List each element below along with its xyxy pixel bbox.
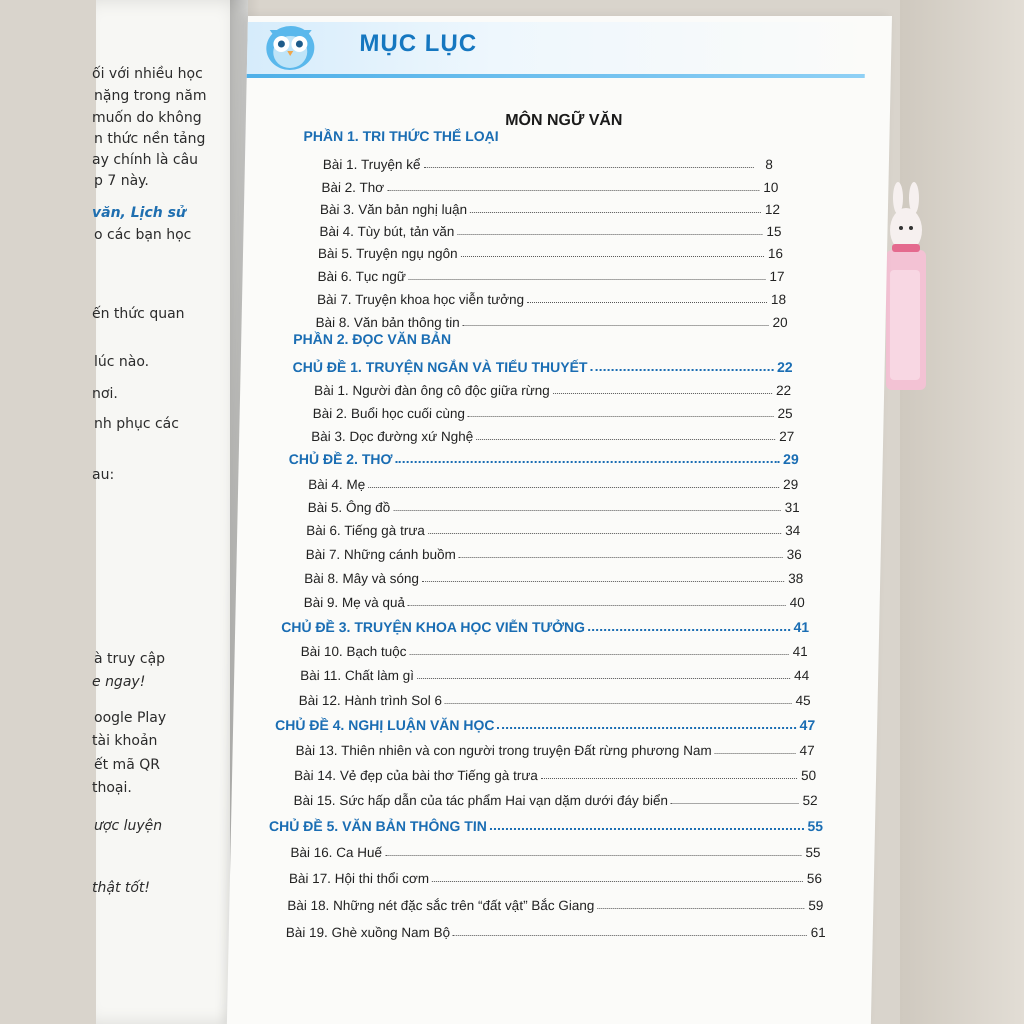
toc-entry-title: Bài 14. Vẻ đẹp của bài thơ Tiếng gà trưa	[293, 768, 539, 783]
toc-page-number: 40	[789, 595, 805, 610]
left-page-text-line: oogle Play	[94, 710, 167, 726]
toc-page-number: 36	[786, 547, 802, 562]
toc-leader-dots	[671, 803, 799, 804]
toc-page-number: 29	[782, 451, 799, 467]
toc-entry-row	[320, 197, 780, 217]
toc-leader-dots	[395, 461, 779, 463]
toc-entry-title: Bài 3. Văn bản nghị luận	[319, 202, 468, 217]
toc-leader-dots	[470, 212, 761, 213]
left-page-text-line: ết mã QR	[94, 757, 160, 773]
toc-part-heading: PHẦN 1. TRI THỨC THỂ LOẠI	[303, 128, 499, 144]
toc-entry-title: Bài 18. Những nét đặc sắc trên “đất vật” Bắc Giang	[287, 898, 595, 913]
toc-leader-dots	[590, 369, 773, 371]
toc-page-number: 61	[810, 925, 826, 940]
toc-entry-row	[319, 219, 781, 239]
left-page-text-line: à truy cập	[94, 651, 166, 667]
toc-leader-dots	[527, 302, 767, 303]
toc-page-number: 22	[775, 383, 792, 398]
subject-title: MÔN NGỮ VĂN	[504, 112, 623, 129]
toc-entry-row	[295, 738, 814, 758]
toc-leader-dots	[588, 629, 790, 631]
toc-entry-row	[308, 495, 800, 515]
toc-entry-row	[313, 401, 793, 421]
toc-leader-dots	[453, 935, 807, 936]
left-page-text-line: e ngay!	[92, 674, 146, 690]
left-page-text-line: thật tốt!	[92, 880, 151, 896]
toc-page-number: 25	[777, 406, 793, 421]
left-page-text-line: ối với nhiều học	[92, 66, 203, 82]
toc-entry-title: CHỦ ĐỀ 3. TRUYỆN KHOA HỌC VIỄN TƯỞNG	[281, 619, 586, 635]
toc-page-number: 41	[792, 644, 808, 659]
toc-entry-row	[314, 378, 791, 398]
toc-leader-dots	[468, 416, 774, 417]
toc-page-number: 52	[802, 793, 818, 808]
toc-entry-title: Bài 3. Dọc đường xứ Nghệ	[311, 429, 474, 444]
left-page-text-line: p 7 này.	[94, 173, 149, 189]
toc-entry-row	[308, 472, 798, 492]
left-page-text-line: thoại.	[92, 780, 132, 796]
toc-page-number: 12	[764, 202, 781, 217]
left-page-text-line: nặng trong năm	[94, 88, 207, 104]
toc-leader-dots	[445, 703, 792, 704]
toc-entry-title: Bài 8. Văn bản thông tin	[315, 315, 460, 330]
toc-topic-row	[269, 814, 823, 834]
toc-page-number: 55	[805, 845, 821, 860]
toc-page-number: 8	[765, 157, 774, 172]
toc-entry-title: Bài 10. Bạch tuộc	[300, 644, 407, 659]
toc-entry-row	[287, 893, 823, 913]
toc-entry-row	[301, 639, 808, 659]
toc-leader-dots	[417, 678, 790, 679]
toc-leader-dots	[409, 654, 788, 655]
toc-entry-title: Bài 2. Thơ	[321, 180, 385, 195]
left-page-text-line: nh phục các	[94, 416, 179, 432]
toc-topic-row	[292, 355, 792, 375]
toc-leader-dots	[432, 881, 803, 882]
toc-entry-title: Bài 1. Người đàn ông cô độc giữa rừng	[313, 383, 550, 398]
toc-leader-dots	[408, 605, 786, 606]
toc-page-number: 15	[766, 224, 782, 239]
toc-entry-row	[304, 590, 805, 610]
toc-page-number: 50	[800, 768, 817, 783]
toc-page-number: 29	[782, 477, 799, 492]
toc-page-number: 31	[784, 500, 800, 515]
toc-page-number: 17	[769, 269, 785, 284]
toc-entry-row	[300, 663, 809, 683]
toc-entry-row	[286, 920, 826, 940]
toc-entry-row	[315, 310, 787, 330]
toc-entry-title: Bài 12. Hành trình Sol 6	[298, 693, 443, 708]
toc-topic-row	[275, 713, 815, 733]
toc-page-number: 44	[793, 668, 810, 683]
toc-entry-title: CHỦ ĐỀ 5. VĂN BẢN THÔNG TIN	[268, 818, 487, 834]
left-page-text-line: tài khoản	[92, 733, 158, 749]
toc-leader-dots	[490, 828, 804, 830]
left-page-text-line: au:	[92, 467, 115, 483]
toc-page-number: 34	[785, 523, 801, 538]
toc-page-number: 18	[770, 292, 787, 307]
toc-entry-title: CHỦ ĐỀ 1. TRUYỆN NGẮN VÀ TIỂU THUYẾT	[292, 359, 588, 375]
toc-entry-title: Bài 1. Truyện kể	[322, 157, 421, 172]
toc-entry-title: Bài 17. Hội thi thổi cơm	[288, 871, 430, 886]
toc-page-number: 27	[779, 429, 795, 444]
toc-entry-title: Bài 8. Mây và sóng	[304, 571, 420, 586]
toc-entry-row	[304, 566, 803, 586]
toc-leader-dots	[422, 581, 784, 582]
toc-entry-row	[321, 175, 778, 195]
toc-page-number: 16	[767, 246, 784, 261]
toc-entry-title: Bài 4. Mẹ	[308, 477, 366, 492]
toc-leader-dots	[461, 256, 764, 257]
toc-entry-title: Bài 11. Chất làm gì	[300, 668, 415, 683]
toc-entry-row	[290, 840, 820, 860]
toc-entry-title: CHỦ ĐỀ 2. THƠ	[288, 451, 393, 467]
toc-page-number: 59	[808, 898, 824, 913]
toc-entry-title: Bài 19. Ghè xuồng Nam Bộ	[285, 925, 451, 940]
toc-entry-title: Bài 5. Truyện ngụ ngôn	[317, 246, 458, 261]
left-page-text-line: n thức nền tảng	[94, 131, 206, 147]
toc-entry-title: CHỦ ĐỀ 4. NGHỊ LUẬN VĂN HỌC	[274, 717, 495, 733]
toc-entry-title: Bài 7. Truyện khoa học viễn tưởng	[316, 292, 525, 307]
left-page-text-line: nơi.	[92, 386, 118, 402]
toc-leader-dots	[541, 778, 797, 779]
left-page-text-line: ược luyện	[94, 818, 163, 834]
toc-page-number: 38	[788, 571, 804, 586]
toc-leader-dots	[715, 753, 796, 754]
toc-entry-row	[299, 688, 811, 708]
left-page-text-line: o các bạn học	[94, 227, 192, 243]
toc-topic-row	[281, 615, 809, 635]
toc-entry-row	[306, 542, 802, 562]
toc-page-number: 10	[763, 180, 779, 195]
toc-entry-title: Bài 6. Tục ngữ	[317, 269, 407, 284]
toc-entry-row	[317, 287, 786, 307]
toc-page-number: 56	[806, 871, 823, 886]
toc-leader-dots	[393, 510, 780, 511]
toc-part-heading: PHẦN 2. ĐỌC VĂN BẢN	[293, 331, 452, 347]
toc-leader-dots	[409, 279, 766, 280]
toc-page-number: 20	[772, 315, 788, 330]
left-page-text-line: ay chính là câu	[92, 152, 199, 168]
toc-entry-row	[323, 152, 773, 172]
toc-leader-dots	[459, 557, 783, 558]
toc-page-number: 55	[807, 818, 824, 834]
toc-leader-dots	[387, 190, 759, 191]
toc-entry-row	[311, 424, 794, 444]
left-page-text-line: lúc nào.	[94, 354, 150, 370]
toc-leader-dots	[428, 533, 781, 534]
toc-entry-title: Bài 15. Sức hấp dẫn của tác phẩm Hai vạn dặm dưới đáy biển	[293, 793, 669, 808]
toc-leader-dots	[457, 234, 762, 235]
header-rule	[247, 74, 865, 78]
toc-entry-row	[289, 866, 822, 886]
table-of-contents-page	[227, 16, 892, 1024]
toc-page-number: 41	[793, 619, 810, 635]
toc-entry-title: Bài 5. Ông đồ	[307, 500, 391, 515]
toc-leader-dots	[423, 167, 753, 168]
toc-entry-row	[306, 518, 800, 538]
toc-entry-row	[294, 763, 816, 783]
header-band	[247, 22, 866, 78]
toc-leader-dots	[497, 727, 796, 729]
left-page	[92, 0, 248, 1024]
toc-entry-title: Bài 4. Tùy bút, tản văn	[319, 224, 455, 239]
toc-page-number: 45	[795, 693, 811, 708]
toc-leader-dots	[476, 439, 775, 440]
toc-entry-title: Bài 9. Mẹ và quả	[303, 595, 406, 610]
toc-leader-dots	[368, 487, 779, 488]
toc-entry-row	[317, 264, 784, 284]
toc-leader-dots	[385, 855, 801, 856]
toc-leader-dots	[463, 325, 769, 326]
page-title: MỤC LỤC	[359, 30, 478, 57]
toc-page-number: 22	[776, 359, 793, 375]
toc-entry-title: Bài 13. Thiên nhiên và con người trong truyện Đất rừng phương Nam	[295, 743, 712, 758]
owl-logo-icon	[261, 18, 320, 74]
toc-leader-dots	[597, 908, 804, 909]
toc-entry-title: Bài 7. Những cánh buồm	[305, 547, 457, 562]
toc-entry-row	[293, 788, 817, 808]
toc-entry-title: Bài 2. Buổi học cuối cùng	[312, 406, 466, 421]
toc-entry-title: Bài 16. Ca Huế	[290, 845, 383, 860]
left-page-text-line: văn, Lịch sử	[92, 205, 186, 221]
toc-entry-row	[318, 241, 783, 261]
toc-page-number: 47	[799, 717, 816, 733]
toc-entry-title: Bài 6. Tiếng gà trưa	[306, 523, 425, 538]
toc-leader-dots	[553, 393, 772, 394]
left-page-text-line: ến thức quan	[92, 306, 185, 322]
toc-page-number: 47	[799, 743, 815, 758]
toc-topic-row	[289, 447, 799, 467]
desk-background	[900, 0, 1024, 1024]
left-page-text-line: muốn do không	[92, 110, 202, 126]
